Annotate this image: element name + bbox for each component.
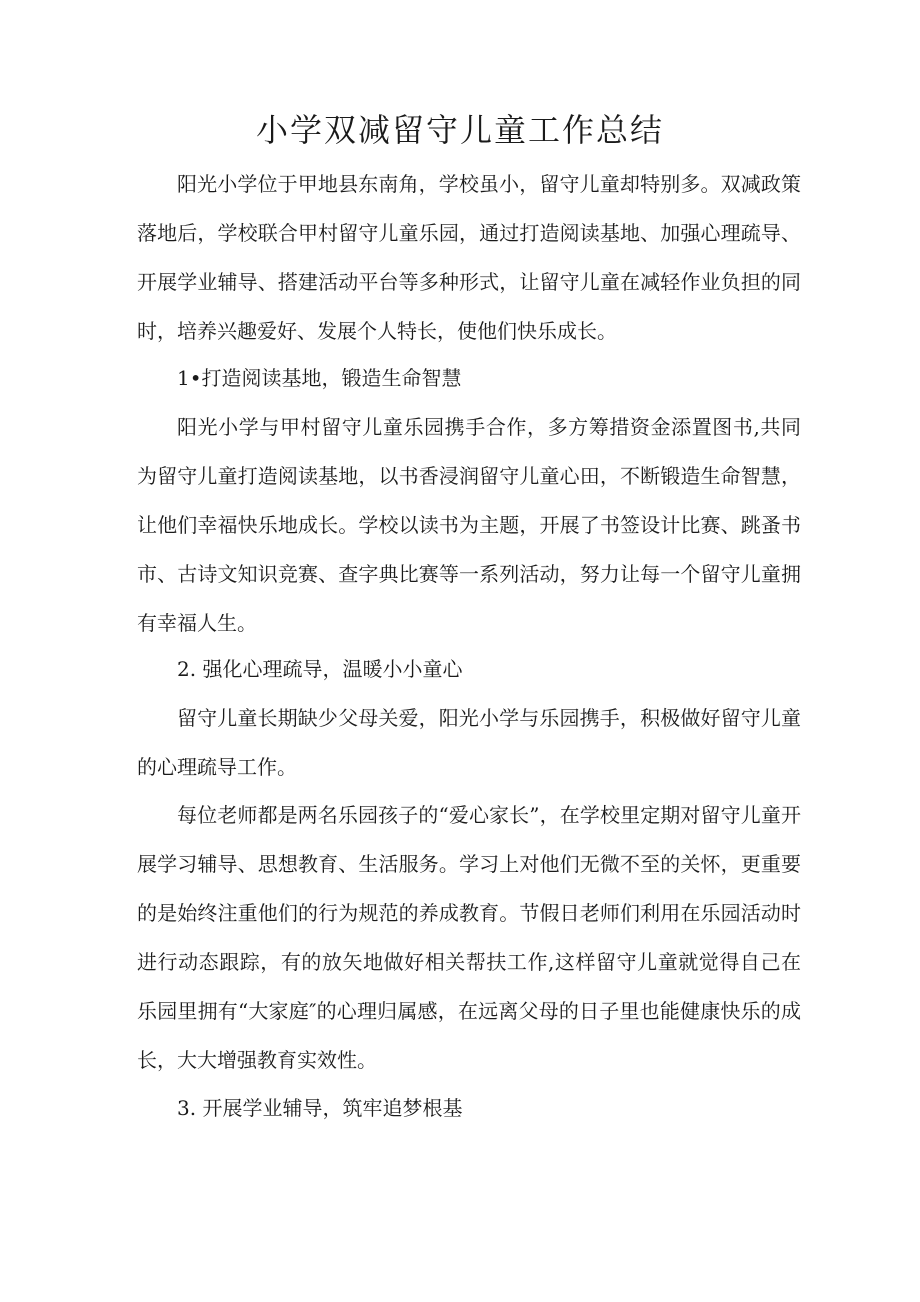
document-title: 小学双减留守儿童工作总结 (255, 111, 664, 149)
intro-paragraph: 阳光小学位于甲地县东南角，学校虽小，留守儿童却特别多。双减政策落地后，学校联合甲村留守儿童乐园，通过打造阅读基地、加强心理疏导、开展学业辅导、搭建活动平台等多种形式，让留守儿童在减轻作业负担的同时，培养兴趣爱好、发展个人特长，使他们快乐成长。 (137, 172, 801, 343)
section-2-paragraph-1: 留守儿童长期缺少父母关爱，阳光小学与乐园携手，积极做好留守儿童的心理疏导工作。 (137, 706, 801, 779)
section-1-heading: 1•打造阅读基地，锻造生命智慧 (177, 366, 462, 390)
section-2-paragraph-2: 每位老师都是两名乐园孩子的“爱心家长”，在学校里定期对留守儿童开展学习辅导、思想教育、生活服务。学习上对他们无微不至的关怀，更重要的是始终注重他们的行为规范的养成教育。节假日老师们利用在乐园活动时进行动态跟踪，有的放矢地做好相关帮扶工作,这样留守儿童就觉得自己在乐园里拥有“大家庭″的心理归属感，在远离父母的日子里也能健康快乐的成长，大大增强教育实效性。 (137, 803, 801, 1072)
section-2-heading: 2. 强化心理疏导，温暖小小童心 (177, 657, 463, 681)
section-3-heading: 3. 开展学业辅导，筑牢追梦根基 (177, 1096, 463, 1120)
section-1-paragraph: 阳光小学与甲村留守儿童乐园携手合作，多方筹措资金添置图书,共同为留守儿童打造阅读基地，以书香浸润留守儿童心田，不断锻造生命智慧，让他们幸福快乐地成长。学校以读书为主题，开展了书签设计比赛、跳蚤书市、古诗文知识竞赛、查字典比赛等一系列活动，努力让每一个留守儿童拥有幸福人生。 (137, 415, 801, 635)
